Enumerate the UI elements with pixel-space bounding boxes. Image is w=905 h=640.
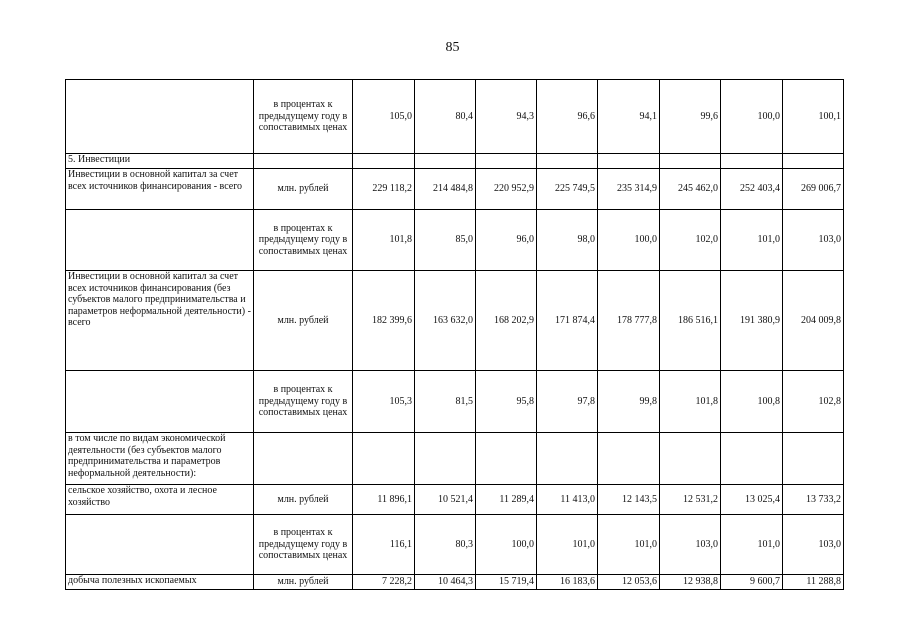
row-unit: млн. рублей bbox=[254, 169, 353, 210]
value-cell bbox=[660, 154, 721, 169]
value-cell: 94,1 bbox=[598, 80, 660, 154]
value-cell: 100,0 bbox=[598, 210, 660, 271]
value-cell: 11 413,0 bbox=[537, 485, 598, 515]
value-cell: 252 403,4 bbox=[721, 169, 783, 210]
value-cell: 10 521,4 bbox=[415, 485, 476, 515]
value-cell: 103,0 bbox=[783, 210, 844, 271]
value-cell: 105,0 bbox=[353, 80, 415, 154]
value-cell: 9 600,7 bbox=[721, 575, 783, 590]
value-cell: 102,0 bbox=[660, 210, 721, 271]
row-label: Инвестиции в основной капитал за счет всех источников финансирования - всего bbox=[66, 169, 254, 210]
value-cell: 97,8 bbox=[537, 371, 598, 433]
value-cell: 96,0 bbox=[476, 210, 537, 271]
value-cell: 10 464,3 bbox=[415, 575, 476, 590]
value-cell bbox=[415, 433, 476, 485]
value-cell: 101,0 bbox=[598, 515, 660, 575]
value-cell: 96,6 bbox=[537, 80, 598, 154]
value-cell: 13 025,4 bbox=[721, 485, 783, 515]
row-label: 5. Инвестиции bbox=[66, 154, 254, 169]
row-label bbox=[66, 515, 254, 575]
row-unit: в процентах к предыдущему году в сопоставимых ценах bbox=[254, 80, 353, 154]
value-cell: 163 632,0 bbox=[415, 271, 476, 371]
table-row bbox=[66, 575, 844, 590]
value-cell: 11 896,1 bbox=[353, 485, 415, 515]
value-cell: 102,8 bbox=[783, 371, 844, 433]
row-unit: млн. рублей bbox=[254, 271, 353, 371]
value-cell: 12 143,5 bbox=[598, 485, 660, 515]
value-cell: 229 118,2 bbox=[353, 169, 415, 210]
value-cell: 191 380,9 bbox=[721, 271, 783, 371]
table-row bbox=[66, 169, 844, 210]
table-row bbox=[66, 485, 844, 515]
value-cell: 100,1 bbox=[783, 80, 844, 154]
value-cell bbox=[353, 433, 415, 485]
value-cell bbox=[476, 433, 537, 485]
value-cell: 245 462,0 bbox=[660, 169, 721, 210]
value-cell bbox=[598, 433, 660, 485]
value-cell: 220 952,9 bbox=[476, 169, 537, 210]
table-row bbox=[66, 210, 844, 271]
value-cell bbox=[598, 154, 660, 169]
statistics-table bbox=[65, 79, 844, 590]
value-cell: 100,0 bbox=[476, 515, 537, 575]
value-cell: 101,0 bbox=[721, 515, 783, 575]
value-cell: 100,0 bbox=[721, 80, 783, 154]
value-cell: 13 733,2 bbox=[783, 485, 844, 515]
value-cell: 12 531,2 bbox=[660, 485, 721, 515]
value-cell: 101,0 bbox=[537, 515, 598, 575]
value-cell: 12 053,6 bbox=[598, 575, 660, 590]
value-cell: 95,8 bbox=[476, 371, 537, 433]
value-cell: 101,8 bbox=[660, 371, 721, 433]
row-unit bbox=[254, 433, 353, 485]
table-row bbox=[66, 433, 844, 485]
row-unit: в процентах к предыдущему году в сопоставимых ценах bbox=[254, 371, 353, 433]
value-cell: 103,0 bbox=[783, 515, 844, 575]
value-cell: 12 938,8 bbox=[660, 575, 721, 590]
row-label: Инвестиции в основной капитал за счет всех источников финансирования (без субъектов малого предпринимательства и параметров неформальной деятельности) - всего bbox=[66, 271, 254, 371]
value-cell: 11 288,8 bbox=[783, 575, 844, 590]
value-cell bbox=[783, 433, 844, 485]
value-cell: 7 228,2 bbox=[353, 575, 415, 590]
row-unit: млн. рублей bbox=[254, 575, 353, 590]
value-cell: 99,8 bbox=[598, 371, 660, 433]
value-cell: 81,5 bbox=[415, 371, 476, 433]
value-cell: 101,0 bbox=[721, 210, 783, 271]
value-cell: 80,4 bbox=[415, 80, 476, 154]
row-unit: млн. рублей bbox=[254, 485, 353, 515]
value-cell: 15 719,4 bbox=[476, 575, 537, 590]
table-row bbox=[66, 271, 844, 371]
value-cell: 103,0 bbox=[660, 515, 721, 575]
value-cell: 269 006,7 bbox=[783, 169, 844, 210]
value-cell: 171 874,4 bbox=[537, 271, 598, 371]
value-cell bbox=[415, 154, 476, 169]
value-cell: 235 314,9 bbox=[598, 169, 660, 210]
row-unit: в процентах к предыдущему году в сопоставимых ценах bbox=[254, 515, 353, 575]
value-cell: 85,0 bbox=[415, 210, 476, 271]
value-cell bbox=[721, 433, 783, 485]
row-unit bbox=[254, 154, 353, 169]
value-cell: 204 009,8 bbox=[783, 271, 844, 371]
value-cell: 186 516,1 bbox=[660, 271, 721, 371]
value-cell bbox=[783, 154, 844, 169]
value-cell bbox=[537, 433, 598, 485]
value-cell: 182 399,6 bbox=[353, 271, 415, 371]
value-cell bbox=[660, 433, 721, 485]
value-cell: 16 183,6 bbox=[537, 575, 598, 590]
row-unit: в процентах к предыдущему году в сопоставимых ценах bbox=[254, 210, 353, 271]
row-label bbox=[66, 371, 254, 433]
value-cell: 100,8 bbox=[721, 371, 783, 433]
value-cell: 99,6 bbox=[660, 80, 721, 154]
value-cell: 116,1 bbox=[353, 515, 415, 575]
value-cell bbox=[721, 154, 783, 169]
row-label: добыча полезных ископаемых bbox=[66, 575, 254, 590]
value-cell bbox=[476, 154, 537, 169]
value-cell: 214 484,8 bbox=[415, 169, 476, 210]
page-number: 85 bbox=[445, 40, 460, 55]
row-label: в том числе по видам экономической деятельности (без субъектов малого предпринимательства и параметров неформальной деятельности): bbox=[66, 433, 254, 485]
table-row bbox=[66, 154, 844, 169]
value-cell: 105,3 bbox=[353, 371, 415, 433]
value-cell: 168 202,9 bbox=[476, 271, 537, 371]
table-row bbox=[66, 80, 844, 154]
table-row bbox=[66, 371, 844, 433]
value-cell: 11 289,4 bbox=[476, 485, 537, 515]
value-cell: 178 777,8 bbox=[598, 271, 660, 371]
value-cell: 94,3 bbox=[476, 80, 537, 154]
value-cell bbox=[353, 154, 415, 169]
value-cell: 98,0 bbox=[537, 210, 598, 271]
value-cell: 101,8 bbox=[353, 210, 415, 271]
row-label bbox=[66, 210, 254, 271]
value-cell bbox=[537, 154, 598, 169]
row-label: сельское хозяйство, охота и лесное хозяйство bbox=[66, 485, 254, 515]
table-row bbox=[66, 515, 844, 575]
value-cell: 225 749,5 bbox=[537, 169, 598, 210]
value-cell: 80,3 bbox=[415, 515, 476, 575]
row-label bbox=[66, 80, 254, 154]
